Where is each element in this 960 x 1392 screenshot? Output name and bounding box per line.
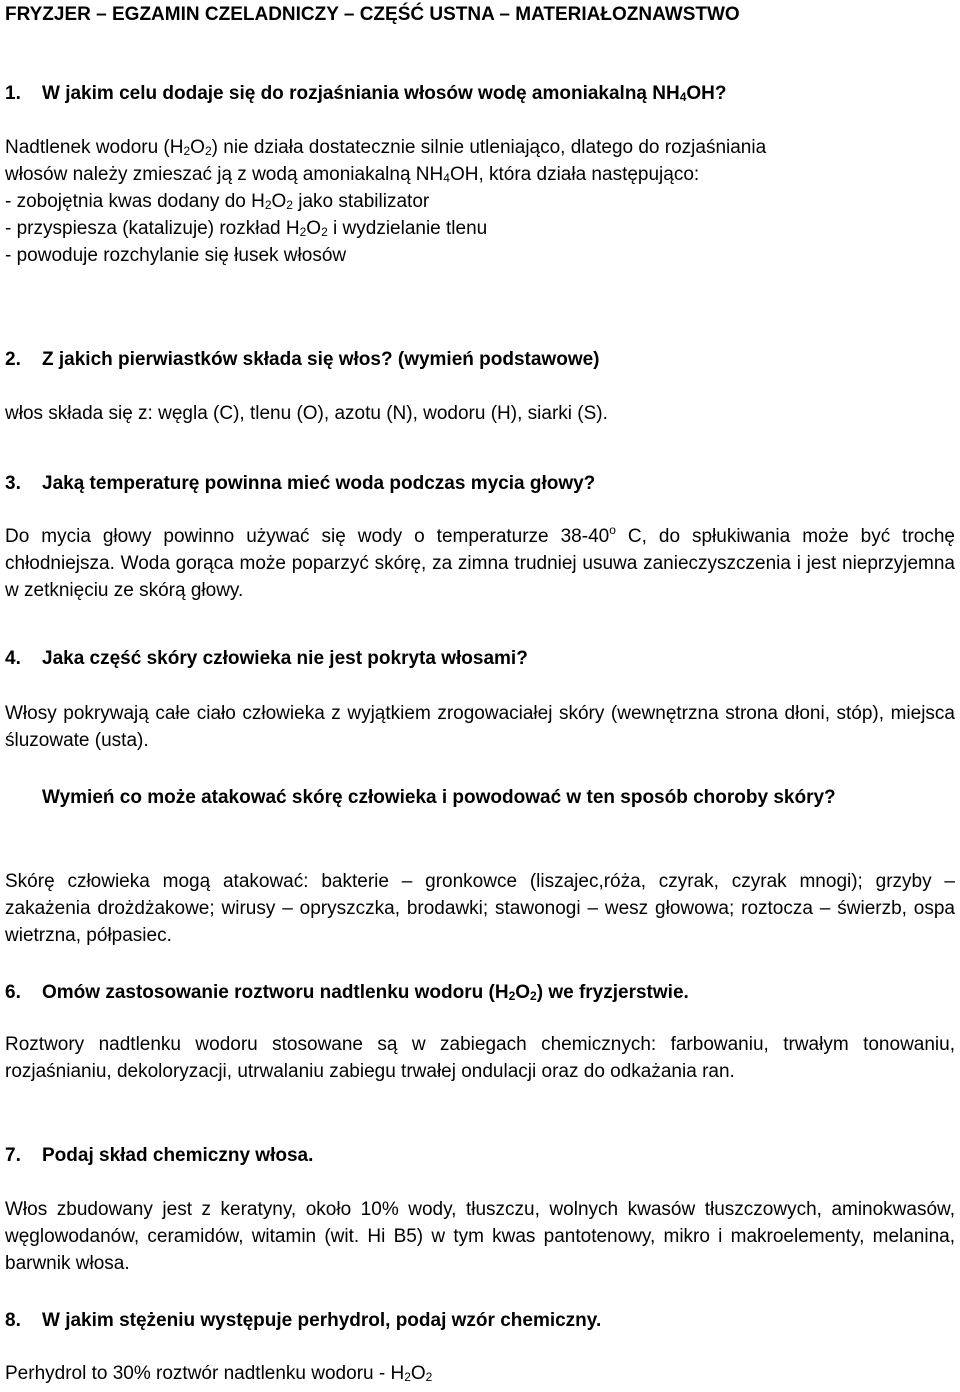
question-text: Jaką temperaturę powinna mieć woda podczas mycia głowy? — [42, 473, 596, 494]
answer-5: Skórę człowieka mogą atakować: bakterie – gronkowce (liszajec,róża, czyrak, czyrak mnogi); grzyby – zakażenia drożdżakowe; wirusy – opryszczka, brodawki; stawonogi – wesz głowowa; roztocza – świerzb, ospa wietrzna, półpasiec. — [5, 871, 955, 946]
answer-8: Perhydrol to 30% roztwór nadtlenku wodoru - $H_2O_2$ — [5, 1363, 433, 1384]
question-4 — [5, 645, 955, 672]
question-text: Wymień co może atakować skórę człowieka i powodować w ten sposób choroby skóry? — [42, 787, 836, 808]
question-number: 7. — [5, 1145, 21, 1166]
answer-line: - przyspiesza (katalizuje) rozkład $H_2O_2$ i wydzielanie tlenu — [5, 218, 488, 239]
question-number: 1. — [5, 83, 21, 104]
question-6 — [5, 979, 955, 1006]
document-title: FRYZJER – EGZAMIN CZELADNICZY – CZĘŚĆ USTNA – MATERIAŁOZNAWSTWO — [5, 4, 740, 25]
answer-7: Włos zbudowany jest z keratyny, około 10% wody, tłuszczu, wolnych kwasów tłuszczowych, aminokwasów, węglowodanów, ceramidów, witamin (wit. Hi B5) w tym kwas pantotenowy, mikro i makroelementy, melanina, barwnik włosa. — [5, 1199, 955, 1274]
answer-line: włosów należy zmieszać ją z wodą amoniakalną $NH_4OH$, która działa następująco: — [5, 164, 700, 185]
question-number: 6. — [5, 982, 21, 1003]
question-number: 8. — [5, 1310, 21, 1331]
question-3 — [5, 470, 955, 497]
question-7 — [5, 1142, 955, 1169]
answer-4: Włosy pokrywają całe ciało człowieka z wyjątkiem zrogowaciałej skóry (wewnętrzna strona dłoni, stóp), miejsca śluzowate (usta). — [5, 703, 955, 751]
question-text: Omów zastosowanie roztworu nadtlenku wodoru $(H_2O_2)$ we fryzjerstwie. — [42, 982, 689, 1003]
question-text: Z jakich pierwiastków składa się włos? (wymień podstawowe) — [42, 349, 600, 370]
question-text: Podaj skład chemiczny włosa. — [42, 1145, 314, 1166]
question-8 — [5, 1307, 955, 1334]
answer-line: - powoduje rozchylanie się łusek włosów — [5, 245, 347, 266]
question-number — [5, 784, 42, 811]
question-1: 1. W jakim celu dodaje się do rozjaśniania włosów wodę amoniakalną $NH_4OH$? — [5, 80, 955, 107]
question-text: Jaka część skóry człowieka nie jest pokryta włosami? — [42, 648, 528, 669]
question-text: W jakim stężeniu występuje perhydrol, podaj wzór chemiczny. — [42, 1310, 602, 1331]
question-number: 2. — [5, 349, 21, 370]
answer-1 — [5, 134, 955, 269]
question-5 — [5, 784, 955, 811]
answer-2: włos składa się z: węgla (C), tlenu (O), azotu (N), wodoru (H), siarki (S). — [5, 403, 608, 424]
answer-line: Nadtlenek wodoru $(H_2O_2)$ nie działa dostatecznie silnie utleniająco, dlatego do rozjaśniania — [5, 137, 767, 158]
answer-3: Do mycia głowy powinno używać się wody o temperaturze 38-40$^o$ C, do spłukiwania może być trochę chłodniejsza. Woda gorąca może poparzyć skórę, za zimna trudniej usuwa zanieczyszczenia i jest nieprzyjemna w zetknięciu ze skórą głowy. — [5, 523, 955, 601]
answer-line: - zobojętnia kwas dodany do $H_2O_2$ jako stabilizator — [5, 191, 430, 212]
answer-6: Roztwory nadtlenku wodoru stosowane są w zabiegach chemicznych: farbowaniu, trwałym tonowaniu, rozjaśnianiu, dekoloryzacji, utrwalaniu zabiegu trwałej ondulacji oraz do odkażania ran. — [5, 1034, 955, 1082]
question-2 — [5, 346, 955, 373]
question-number: 4. — [5, 648, 21, 669]
question-text: W jakim celu dodaje się do rozjaśniania włosów wodę amoniakalną NH — [42, 83, 680, 104]
question-number: 3. — [5, 473, 21, 494]
